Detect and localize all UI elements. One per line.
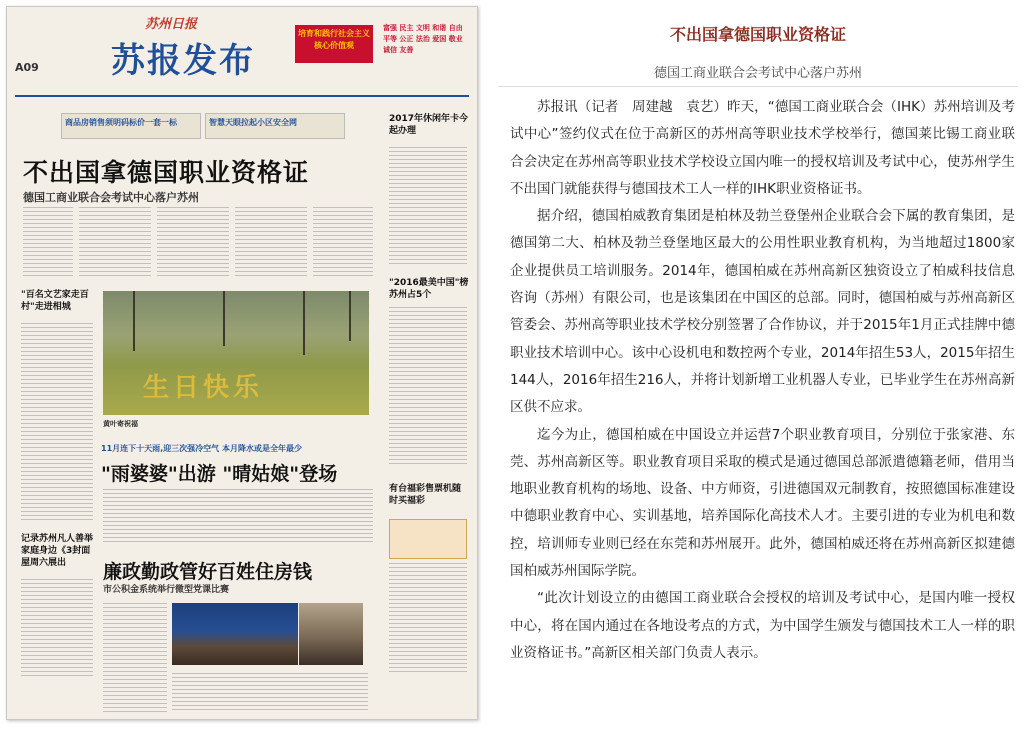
teaser-left: 商品房销售须明码标价一套一标 bbox=[61, 113, 201, 139]
subheadline-3: 市公积金系统举行微型党课比赛 bbox=[103, 585, 230, 595]
text-column bbox=[389, 147, 467, 267]
sidebar-mid-headline: "2016最美中国"榜苏州占5个 bbox=[389, 278, 469, 300]
masthead-rule bbox=[15, 95, 469, 97]
sidebar-left-headline: "百名文艺家走百村"走进相城 bbox=[21, 290, 89, 312]
text-column bbox=[21, 323, 93, 523]
lead-subheadline: 德国工商业联合会考试中心落户苏州 bbox=[23, 191, 199, 204]
headline-2: "雨婆婆"出游 "晴姑娘"登场 bbox=[101, 463, 338, 485]
article-paragraph: 迄今为止，德国柏威在中国设立并运营7个职业教育项目，分别位于张家港、东莞、苏州高新区等。职业教育项目采取的模式是通过德国总部派遣德籍老师，借用当地职业教育机构的场地、设备、中方师资，引进德国双元制教育，按照德国标准建设中德职业教育中心、实训基地，培养国际化高技术人才。主要引进的专业为机电和数控，培训师专业则已经在东莞和苏州展开。此外，德国柏威还将在苏州高新区拟建德国柏威苏州国际学院。 bbox=[510, 426, 1015, 580]
masthead bbox=[7, 7, 477, 97]
page-number: A09 bbox=[15, 61, 39, 74]
teaser-right: 智慧天眼拉起小区安全网 bbox=[205, 113, 345, 139]
text-column bbox=[389, 563, 467, 673]
sidebar-top-headline: 2017年休闲年卡今起办理 bbox=[389, 114, 469, 136]
photo-caption: 黄叶寄祝福 bbox=[103, 420, 138, 428]
photo-audience bbox=[299, 603, 363, 665]
lottery-ad bbox=[389, 519, 467, 559]
article-subtitle: 德国工商业联合会考试中心落户苏州 bbox=[653, 66, 862, 81]
text-column bbox=[21, 579, 93, 679]
article-title: 不出国拿德国职业资格证 bbox=[669, 25, 846, 44]
core-values-list: 富强 民主 文明 和谐 自由 平等 公正 法治 爱国 敬业 诚信 友善 bbox=[383, 24, 463, 54]
text-column bbox=[103, 489, 373, 545]
sidebar-bottom-headline: 有台福彩售票机随时买福彩 bbox=[389, 484, 462, 506]
text-column bbox=[23, 207, 73, 277]
sidebar-left-bottom-headline: 记录苏州凡人善举家庭身边《3封面屋周六展出 bbox=[21, 534, 94, 568]
text-column bbox=[172, 673, 368, 713]
headline-2-kicker: 11月连下十天雨,迎三次强冷空气 本月降水或是全年最少 bbox=[101, 444, 302, 453]
newspaper-page-thumbnail[interactable] bbox=[6, 6, 478, 720]
text-column bbox=[313, 207, 373, 277]
article bbox=[488, 0, 1028, 730]
photo-lecture-hall bbox=[172, 603, 298, 665]
paper-name: 苏州日报 bbox=[145, 17, 198, 32]
article-body bbox=[510, 94, 1015, 667]
photo-yellow-leaves: 生日快乐 bbox=[103, 291, 369, 415]
section-title: 苏报发布 bbox=[111, 41, 255, 81]
text-column bbox=[79, 207, 151, 277]
headline-3: 廉政勤政管好百姓住房钱 bbox=[103, 561, 313, 583]
article-paragraph: 苏报讯（记者 周建越 袁艺）昨天，“德国工商业联合会（IHK）苏州培训及考试中心”签约仪式在位于高新区的苏州高等职业技术学校举行，德国莱比锡工商业联合会决定在苏州高等职业技术学校设立国内唯一的授权培训及考试中心，使苏州学生不出国门就能获得与德国技术工人一样的IHK职业资格证书。 bbox=[510, 99, 1015, 197]
text-column bbox=[389, 307, 467, 467]
text-column bbox=[235, 207, 307, 277]
text-column bbox=[103, 603, 167, 713]
article-paragraph: “此次计划设立的由德国工商业联合会授权的培训及考试中心，是国内唯一授权中心，将在国内通过在各地设考点的方式，为中国学生颁发与德国技术工人一样的职业资格证书。”高新区相关部门负责人表示。 bbox=[510, 590, 1015, 661]
lead-headline: 不出国拿德国职业资格证 bbox=[23, 158, 310, 187]
article-paragraph: 据介绍，德国柏威教育集团是柏林及勃兰登堡州企业联合会下属的教育集团，是德国第二大、柏林及勃兰登堡地区最大的公用性职业教育机构，为当地超过1800家企业提供员工培训服务。2014年，德国柏威在苏州高新区独资设立了柏威科技信息咨询（苏州）有限公司，也是该集团在中国区的总部。同时，德国柏威与苏州高新区管委会、苏州高等职业技术学校分别签署了合作协议，并于2015年1月正式挂牌中德职业技术培训中心。该中心设机电和数控两个专业，2014年招生53人，2015年招生144人，2016年招生216人，并将计划新增工业机器人专业，已毕业学生在苏州高新区供不应求。 bbox=[510, 208, 1015, 416]
core-values-banner: 培育和践行社会主义核心价值观 bbox=[295, 25, 373, 63]
article-divider bbox=[498, 86, 1018, 87]
text-column bbox=[157, 207, 229, 277]
